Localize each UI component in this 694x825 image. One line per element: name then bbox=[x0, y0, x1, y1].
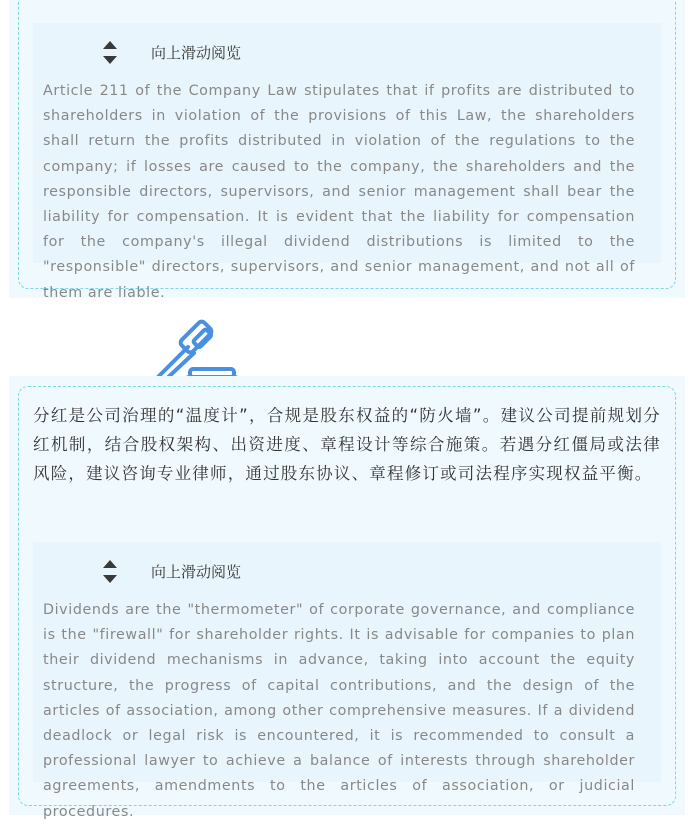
up-down-arrows-icon bbox=[103, 41, 117, 65]
english-paragraph-top: Article 211 of the Company Law stipulates that if profits are distributed to shareholders in violation of the provisions of this Law, the shareholders shall return the profits distributed in violation of the regulations to the company; if losses are caused to the company, the shareholders and the responsible directors, supervisors, and senior management shall bear the liability for compensation. It is evident that the liability for compensation for the company's illegal dividend distributions is limited to the "responsible" directors, supervisors, and senior management, and not all of them are liable. bbox=[43, 83, 635, 301]
scroll-box-top[interactable] bbox=[33, 23, 661, 301]
scroll-hint-label: 向上滑动阅览 bbox=[151, 563, 242, 581]
english-paragraph-bottom: Dividends are the "thermometer" of corporate governance, and compliance is the "firewall" for shareholder rights. It is advisable for companies to plan their dividend mechanisms in advance, taking into account the equity structure, the progress of capital contributions, and the design of the articles of association, among other comprehensive measures. If a dividend deadlock or legal risk is encountered, it is recommended to consult a professional lawyer to achieve a balance of interests through shareholder agreements, amendments to the articles of association, or judicial procedures. bbox=[43, 602, 635, 820]
up-down-arrows-icon bbox=[103, 560, 117, 584]
scroll-hint bbox=[33, 560, 661, 584]
scroll-hint-label: 向上滑动阅览 bbox=[151, 44, 242, 62]
chinese-paragraph: 分红是公司治理的“温度计”，合规是股东权益的“防火墙”。建议公司提前规划分红机制，结合股权架构、出资进度、章程设计等综合施策。若遇分红僵局或法律风险，建议咨询专业律师，通过股东协议、章程修订或司法程序实现权益平衡。 bbox=[33, 406, 661, 483]
scroll-hint bbox=[33, 41, 661, 65]
scroll-box-bottom[interactable] bbox=[33, 542, 661, 820]
